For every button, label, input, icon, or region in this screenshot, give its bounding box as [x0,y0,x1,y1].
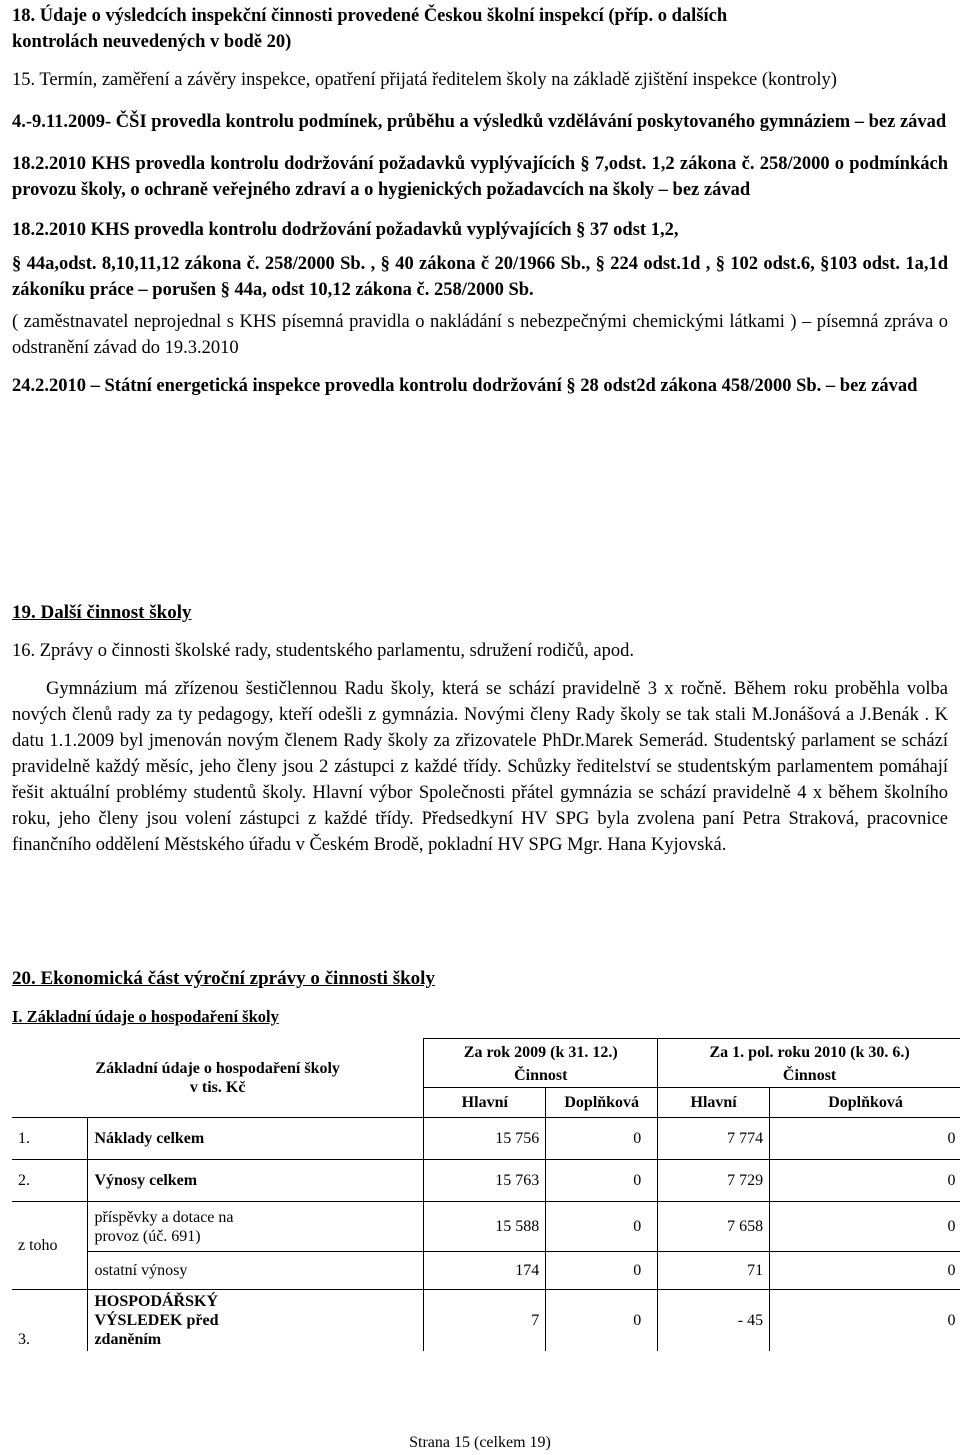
section-19-body: Gymnázium má zřízenou šestičlennou Radu školy, která se schází pravidelně 3 x ročně. Během roku proběhla volba nových členů rady za ty pedagogy, kteří odešli z gymnázia. Novými členy Rady školy se tak stali M.Jonášová a J.Benák . K datu 1.1.2009 byl jmenován novým členem Rady školy za zřizovatele PhDr.Marek Semerád. Studentský parlament se schází pravidelně každý měsíc, jeho členy jsou 2 zástupci z každé třídy. Schůzky ředitelství se studentským parlamentem pomáhají řešit aktuální problémy studentů školy. Hlavní výbor Společnosti přátel gymnázia se schází pravidelně 4 x během školního roku, jeho členy jsou volení zástupci z každé třídy. Předsedkyní HV SPG byla zvolena paní Petra Straková, pracovnice finančního oddělení Městského úřadu v Českém Brodě, pokladní HV SPG Mgr. Hana Kyjovská. [12,679,948,855]
section-20-subheading: I. Základní údaje o hospodaření školy [12,1007,279,1026]
khs-finding-note: ( zaměstnavatel neprojednal s KHS písemná pravidla o nakládání s nebezpečnými chemickými látkami ) – písemná zpráva o odstranění závad do 19.3.2010 [12,312,948,358]
section-20 [12,966,956,1351]
section-18-heading: 18. Údaje o výsledcích inspekční činnosti provedené Českou školní inspekcí (příp. o dalších kontrolách neuvedených v bodě 20) [12,6,728,52]
period-2009-header: Za rok 2009 (k 31. 12.) Činnost [424,1039,658,1088]
section-19 [12,600,948,858]
item-15: 15. Termín, zaměření a závěry inspekce, opatření přijatá ředitelem školy na základě zjištění inspekce (kontroly) [12,70,837,90]
table-row: 1. Náklady celkem 15 756 0 7 774 0 [12,1118,960,1160]
inspection-khs-2-line1: 18.2.2010 KHS provedla kontrolu dodržování požadavků vyplývajících § 37 odst 1,2, [12,220,679,240]
table-row: 3. HOSPODÁŘSKÝ VÝSLEDEK před zdaněním 7 0 - 45 0 [12,1290,960,1352]
inspection-khs-2-line2: § 44a,odst. 8,10,11,12 zákona č. 258/2000 Sb. , § 40 zákona č 20/1966 Sb., § 224 odst.1d , § 102 odst.6, §103 odst. 1a,1d zákoníku práce – porušen § 44a, odst 10,12 zákona č. 258/2000 Sb. [12,254,948,300]
table-row: ostatní výnosy 174 0 71 0 [12,1252,960,1290]
inspection-khs-1: 18.2.2010 KHS provedla kontrolu dodržování požadavků vyplývajících § 7,odst. 1,2 zákona č. 258/2000 o podmínkách provozu školy, o ochraně veřejného zdraví a o hygienických požadavcích na školy – bez závad [12,154,948,200]
economic-table [12,1038,960,1351]
col-doplnkova-2009: Doplňková [546,1088,658,1118]
section-18 [12,3,948,399]
table-header-row-1 [12,1039,960,1088]
page-footer: Strana 15 (celkem 19) [409,1434,551,1451]
section-19-heading: 19. Další činnost školy [12,602,192,623]
table-row: 2. Výnosy celkem 15 763 0 7 729 0 [12,1160,960,1202]
table-row: z toho příspěvky a dotace na provoz (úč. 691) 15 588 0 7 658 0 [12,1202,960,1252]
col-hlavni-2010: Hlavní [658,1088,770,1118]
col-hlavni-2009: Hlavní [424,1088,546,1118]
inspection-csi: 4.-9.11.2009- ČŠI provedla kontrolu podmínek, průběhu a výsledků vzdělávání poskytovaného gymnáziem – bez závad [12,112,947,132]
period-2010-header: Za 1. pol. roku 2010 (k 30. 6.) Činnost [658,1039,960,1088]
item-16: 16. Zprávy o činnosti školské rady, studentského parlamentu, sdružení rodičů, apod. [12,641,635,661]
col-doplnkova-2010: Doplňková [770,1088,960,1118]
section-20-heading: 20. Ekonomická část výroční zprávy o činnosti školy [12,968,435,989]
table-header-label: Základní údaje o hospodaření školy v tis. Kč [12,1039,424,1118]
inspection-sei: 24.2.2010 – Státní energetická inspekce provedla kontrolu dodržování § 28 odst2d zákona 458/2000 Sb. – bez závad [12,376,918,396]
